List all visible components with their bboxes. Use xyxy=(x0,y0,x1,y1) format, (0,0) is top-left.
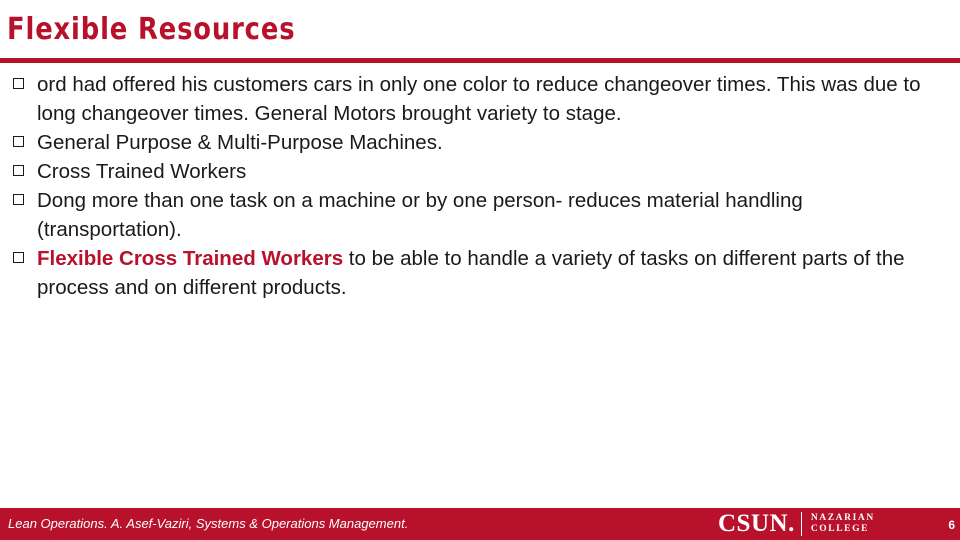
logo-college-line1: NAZARIAN xyxy=(810,513,875,523)
page-number: 6 xyxy=(948,518,955,532)
square-box-icon xyxy=(13,136,24,147)
logo-csun-mark: . xyxy=(788,510,795,537)
slide-title: Flexible Resources xyxy=(7,12,296,47)
bullet-item xyxy=(10,70,950,128)
footer-bar xyxy=(0,508,960,540)
bullet-item xyxy=(10,157,950,186)
logo-divider xyxy=(801,512,802,536)
bullet-list xyxy=(10,70,950,302)
bullet-text: General Purpose & Multi-Purpose Machines. xyxy=(37,131,443,154)
bullet-item xyxy=(10,128,950,157)
logo-csun-text xyxy=(718,511,795,537)
bullet-text: Cross Trained Workers xyxy=(37,160,247,183)
footer-citation: Lean Operations. A. Asef-Vaziri, Systems & Operations Management. xyxy=(8,516,409,531)
square-box-icon xyxy=(13,165,24,176)
bullet-text: ord had offered his customers cars in only one color to reduce changeover times. This was due to long changeover times. General Motors brought variety to stage. xyxy=(37,73,921,125)
bullet-item xyxy=(10,186,950,244)
square-box-icon xyxy=(13,78,24,89)
title-underline xyxy=(0,58,960,63)
csun-logo xyxy=(718,511,875,537)
logo-college-text xyxy=(811,513,875,535)
bullet-text: Dong more than one task on a machine or by one person- reduces material handling (transportation). xyxy=(37,189,803,241)
square-box-icon xyxy=(13,252,24,263)
square-box-icon xyxy=(13,194,24,205)
bullet-item xyxy=(10,244,950,302)
logo-csun-word: CSUN xyxy=(718,510,789,537)
bullet-highlight-text: Flexible Cross Trained Workers xyxy=(37,247,344,270)
bullet-text: to be able to handle a variety of tasks on different parts of the process and on different products. xyxy=(37,247,905,299)
logo-college-line2: COLLEGE xyxy=(810,524,870,534)
